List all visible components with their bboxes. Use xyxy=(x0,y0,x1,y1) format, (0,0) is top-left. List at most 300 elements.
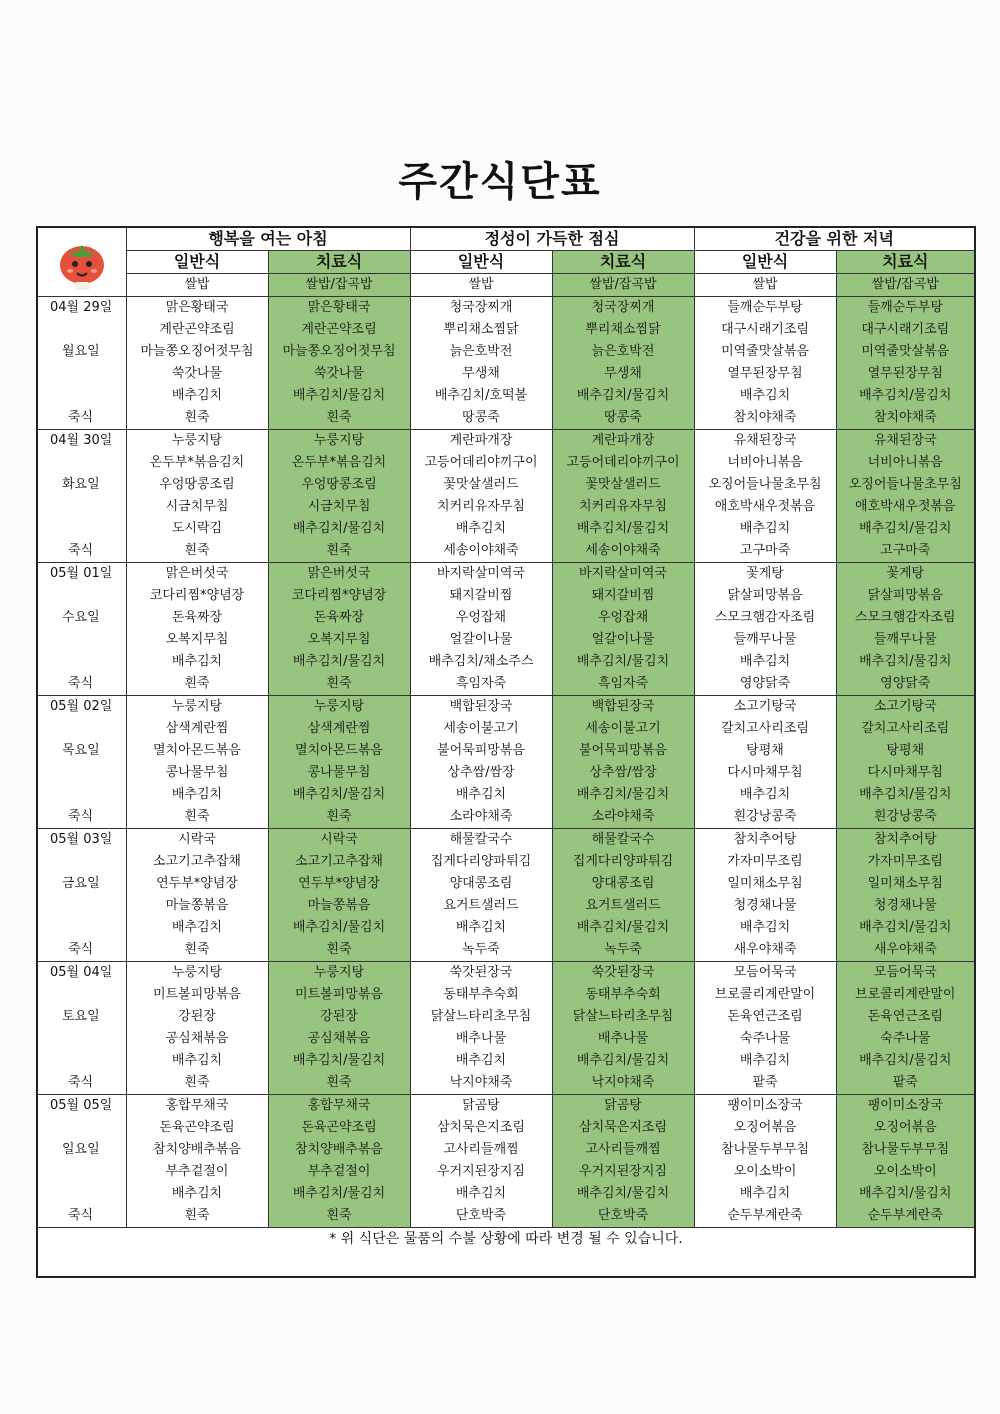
menu-item: 백합된장국 xyxy=(410,696,552,719)
menu-item: 돈육연근조림 xyxy=(836,1006,974,1028)
menu-item: 흰죽 xyxy=(126,673,268,696)
menu-row xyxy=(38,895,974,917)
menu-item: 팽이미소장국 xyxy=(836,1095,974,1118)
menu-item: 배추김치/물김치 xyxy=(268,1183,410,1205)
menu-item: 오이소박이 xyxy=(836,1161,974,1183)
menu-item: 해물칼국수 xyxy=(552,829,694,852)
menu-item: 꽃게탕 xyxy=(694,563,836,586)
dinner-therapy-label: 치료식 xyxy=(836,251,974,274)
breakfast-rice-general: 쌀밥 xyxy=(126,274,268,297)
menu-item: 미역줄맛살볶음 xyxy=(694,341,836,363)
menu-item: 쑥갓나물 xyxy=(126,363,268,385)
day-label-empty xyxy=(38,895,126,917)
menu-item: 흰죽 xyxy=(126,1072,268,1095)
lunch-rice-general: 쌀밥 xyxy=(410,274,552,297)
menu-item: 배추김치/채소주스 xyxy=(410,651,552,673)
menu-item: 배추김치/물김치 xyxy=(268,1050,410,1072)
menu-item: 일미채소무침 xyxy=(694,873,836,895)
menu-row xyxy=(38,829,974,852)
day-label-empty xyxy=(38,718,126,740)
menu-item: 집게다리양파튀김 xyxy=(552,851,694,873)
menu-item: 청경채나물 xyxy=(836,895,974,917)
day-label-empty xyxy=(38,984,126,1006)
menu-row xyxy=(38,673,974,696)
menu-row xyxy=(38,363,974,385)
menu-item: 흰죽 xyxy=(126,407,268,430)
footnote-table xyxy=(38,1228,974,1250)
menu-item: 시락국 xyxy=(268,829,410,852)
menu-item: 꽃게탕 xyxy=(836,563,974,586)
day-date: 04월 30일 xyxy=(50,433,113,448)
menu-item: 우거지된장지짐 xyxy=(410,1161,552,1183)
menu-item: 누룽지탕 xyxy=(126,962,268,985)
menu-item: 배추김치 xyxy=(694,518,836,540)
day-label-empty xyxy=(38,629,126,651)
day-weekday: 일요일 xyxy=(62,1142,100,1157)
menu-item: 미트볼피망볶음 xyxy=(126,984,268,1006)
menu-grid xyxy=(38,228,974,1228)
porridge-label: 죽식 xyxy=(38,939,126,962)
weekly-menu-table xyxy=(36,226,976,1278)
page-title: 주간식단표 xyxy=(398,159,602,205)
menu-item: 참치추어탕 xyxy=(836,829,974,852)
menu-item: 소라야채죽 xyxy=(552,806,694,829)
day-label-empty xyxy=(38,385,126,407)
footnote: * 위 식단은 물품의 수불 상황에 따라 변경 될 수 있습니다. xyxy=(329,1231,683,1247)
menu-item: 소고기고추잡채 xyxy=(268,851,410,873)
menu-item: 유채된장국 xyxy=(836,430,974,453)
menu-row xyxy=(38,1161,974,1183)
menu-item: 소라야채죽 xyxy=(410,806,552,829)
menu-item: 계란곤약조림 xyxy=(126,319,268,341)
menu-item: 고사리들깨찜 xyxy=(552,1139,694,1161)
day-date: 05월 05일 xyxy=(50,1098,113,1113)
menu-item: 오복지무침 xyxy=(268,629,410,651)
menu-item: 대구시래기조림 xyxy=(694,319,836,341)
menu-item: 흰죽 xyxy=(126,806,268,829)
menu-item: 온두부*볶음김치 xyxy=(268,452,410,474)
menu-item: 마늘쫑볶음 xyxy=(126,895,268,917)
menu-item: 배추김치/물김치 xyxy=(268,518,410,540)
menu-row xyxy=(38,540,974,563)
menu-row xyxy=(38,984,974,1006)
menu-item: 들깨무나물 xyxy=(836,629,974,651)
menu-item: 팥죽 xyxy=(694,1072,836,1095)
menu-row xyxy=(38,939,974,962)
menu-item: 가자미무조림 xyxy=(836,851,974,873)
menu-item: 브로콜리계란말이 xyxy=(694,984,836,1006)
porridge-label: 죽식 xyxy=(38,673,126,696)
menu-item: 배추김치 xyxy=(126,651,268,673)
lunch-rice-therapy: 쌀밥/잡곡밥 xyxy=(552,274,694,297)
day-weekday: 목요일 xyxy=(62,743,100,758)
menu-item: 우엉땅콩조림 xyxy=(126,474,268,496)
menu-item: 배추김치 xyxy=(694,1050,836,1072)
menu-row xyxy=(38,1006,974,1028)
menu-item: 참나물두부무침 xyxy=(836,1139,974,1161)
menu-item: 백합된장국 xyxy=(552,696,694,719)
menu-item: 돼지갈비찜 xyxy=(410,585,552,607)
menu-item: 누룽지탕 xyxy=(268,962,410,985)
day-weekday: 수요일 xyxy=(62,610,100,625)
menu-item: 공심채볶음 xyxy=(126,1028,268,1050)
menu-item: 흰죽 xyxy=(268,540,410,563)
menu-item: 뿌리채소찜닭 xyxy=(552,319,694,341)
menu-row xyxy=(38,629,974,651)
menu-row xyxy=(38,784,974,806)
menu-item: 연두부*양념장 xyxy=(268,873,410,895)
day-label-empty xyxy=(38,651,126,673)
menu-item: 바지락살미역국 xyxy=(552,563,694,586)
menu-item: 맑은버섯국 xyxy=(126,563,268,586)
menu-row xyxy=(38,1205,974,1228)
menu-item: 참치야채죽 xyxy=(836,407,974,430)
menu-row xyxy=(38,1183,974,1205)
menu-item: 배추김치/물김치 xyxy=(268,651,410,673)
menu-item: 양대콩조림 xyxy=(410,873,552,895)
menu-item: 요거트샐러드 xyxy=(410,895,552,917)
menu-item: 열무된장무침 xyxy=(836,363,974,385)
menu-item: 유채된장국 xyxy=(694,430,836,453)
menu-item: 누룽지탕 xyxy=(126,430,268,453)
menu-item: 맑은황태국 xyxy=(126,297,268,320)
day-weekday: 화요일 xyxy=(62,477,100,492)
menu-item: 배추김치 xyxy=(410,784,552,806)
menu-item: 흰죽 xyxy=(126,540,268,563)
day-label-empty xyxy=(38,784,126,806)
menu-item: 배추김치 xyxy=(126,917,268,939)
day-label-empty xyxy=(38,363,126,385)
menu-item: 오징어볶음 xyxy=(836,1117,974,1139)
menu-item: 오이소박이 xyxy=(694,1161,836,1183)
menu-item: 브로콜리계란말이 xyxy=(836,984,974,1006)
menu-item: 치커리유자무침 xyxy=(410,496,552,518)
menu-item: 바지락살미역국 xyxy=(410,563,552,586)
menu-item: 모듬어묵국 xyxy=(836,962,974,985)
menu-item: 배추김치/물김치 xyxy=(268,385,410,407)
menu-item: 마늘쫑볶음 xyxy=(268,895,410,917)
menu-item: 배추김치 xyxy=(410,518,552,540)
menu-item: 영양닭죽 xyxy=(836,673,974,696)
menu-item: 참치양배추볶음 xyxy=(126,1139,268,1161)
menu-row xyxy=(38,806,974,829)
menu-row xyxy=(38,385,974,407)
menu-item: 마늘쫑오징어젓무침 xyxy=(126,341,268,363)
menu-item: 마늘쫑오징어젓무침 xyxy=(268,341,410,363)
menu-item: 세송이야채죽 xyxy=(552,540,694,563)
menu-item: 흰죽 xyxy=(126,1205,268,1228)
menu-item: 배추김치/물김치 xyxy=(552,917,694,939)
menu-item: 배추김치 xyxy=(126,1050,268,1072)
menu-item: 흰죽 xyxy=(268,1205,410,1228)
menu-item: 배추김치 xyxy=(410,917,552,939)
lunch-header: 정성이 가득한 점심 xyxy=(410,228,694,251)
menu-item: 강된장 xyxy=(126,1006,268,1028)
menu-item: 집게다리양파튀김 xyxy=(410,851,552,873)
day-weekday: 금요일 xyxy=(62,876,100,891)
day-date: 05월 02일 xyxy=(50,699,113,714)
menu-item: 우엉잡채 xyxy=(552,607,694,629)
menu-item: 배추김치/물김치 xyxy=(552,385,694,407)
menu-item: 세송이야채죽 xyxy=(410,540,552,563)
menu-item: 참치추어탕 xyxy=(694,829,836,852)
menu-item: 시금치무침 xyxy=(126,496,268,518)
menu-item: 배추김치/물김치 xyxy=(836,385,974,407)
menu-item: 배추김치/물김치 xyxy=(836,518,974,540)
day-label-empty xyxy=(38,1050,126,1072)
menu-row xyxy=(38,1050,974,1072)
breakfast-therapy-label: 치료식 xyxy=(268,251,410,274)
menu-item: 소고기탕국 xyxy=(836,696,974,719)
menu-item: 너비아니볶음 xyxy=(694,452,836,474)
menu-item: 다시마채무침 xyxy=(694,762,836,784)
menu-item: 너비아니볶음 xyxy=(836,452,974,474)
menu-item: 배추김치/물김치 xyxy=(552,651,694,673)
porridge-label: 죽식 xyxy=(38,407,126,430)
menu-row xyxy=(38,740,974,762)
menu-item: 돈육곤약조림 xyxy=(126,1117,268,1139)
menu-item: 돈육짜장 xyxy=(268,607,410,629)
menu-item: 삼치묵은지조림 xyxy=(410,1117,552,1139)
menu-item: 계란파개장 xyxy=(410,430,552,453)
menu-item: 늙은호박전 xyxy=(552,341,694,363)
menu-item: 숙주나물 xyxy=(694,1028,836,1050)
menu-item: 해물칼국수 xyxy=(410,829,552,852)
menu-item: 탕평채 xyxy=(836,740,974,762)
menu-item: 들깨순두부탕 xyxy=(694,297,836,320)
menu-item: 배추김치/물김치 xyxy=(836,1183,974,1205)
menu-item: 스모크햄감자조림 xyxy=(836,607,974,629)
menu-item: 공심채볶음 xyxy=(268,1028,410,1050)
menu-item: 배추김치 xyxy=(410,1183,552,1205)
menu-item: 애호박새우젓볶음 xyxy=(694,496,836,518)
menu-item: 상추쌈/쌈장 xyxy=(552,762,694,784)
tomato-mascot-icon xyxy=(52,233,112,291)
menu-item: 배추김치/호떡볼 xyxy=(410,385,552,407)
menu-item: 흰죽 xyxy=(126,939,268,962)
menu-row xyxy=(38,563,974,586)
menu-item: 얼갈이나물 xyxy=(552,629,694,651)
menu-item: 코다리찜*양념장 xyxy=(268,585,410,607)
menu-item: 우엉땅콩조림 xyxy=(268,474,410,496)
menu-item: 배추김치/물김치 xyxy=(836,917,974,939)
menu-item: 배추나물 xyxy=(410,1028,552,1050)
menu-item: 닭살피망볶음 xyxy=(694,585,836,607)
menu-item: 배추김치/물김치 xyxy=(836,784,974,806)
menu-item: 우엉잡채 xyxy=(410,607,552,629)
day-label-empty xyxy=(38,1161,126,1183)
menu-item: 배추김치 xyxy=(694,385,836,407)
menu-item: 강된장 xyxy=(268,1006,410,1028)
menu-item: 순두부계란죽 xyxy=(836,1205,974,1228)
menu-item: 홍합무채국 xyxy=(268,1095,410,1118)
menu-item: 얼갈이나물 xyxy=(410,629,552,651)
menu-item: 닭곰탕 xyxy=(552,1095,694,1118)
menu-item: 탕평채 xyxy=(694,740,836,762)
menu-item: 들깨무나물 xyxy=(694,629,836,651)
logo-cell xyxy=(38,228,126,297)
menu-item: 오징어들나물초무침 xyxy=(694,474,836,496)
menu-item: 배추김치/물김치 xyxy=(552,1183,694,1205)
menu-item: 배추김치 xyxy=(694,917,836,939)
menu-row xyxy=(38,319,974,341)
menu-row xyxy=(38,873,974,895)
menu-item: 오징어볶음 xyxy=(694,1117,836,1139)
menu-row xyxy=(38,1117,974,1139)
menu-item: 배추김치/물김치 xyxy=(552,518,694,540)
menu-item: 맑은버섯국 xyxy=(268,563,410,586)
menu-item: 누룽지탕 xyxy=(268,696,410,719)
menu-item: 미역줄맛살볶음 xyxy=(836,341,974,363)
breakfast-general-label: 일반식 xyxy=(126,251,268,274)
menu-item: 부추겉절이 xyxy=(126,1161,268,1183)
menu-row xyxy=(38,718,974,740)
menu-item: 계란파개장 xyxy=(552,430,694,453)
menu-item: 일미채소무침 xyxy=(836,873,974,895)
dinner-rice-general: 쌀밥 xyxy=(694,274,836,297)
menu-item: 배추김치 xyxy=(126,1183,268,1205)
menu-item: 돼지갈비찜 xyxy=(552,585,694,607)
menu-item: 참나물두부무침 xyxy=(694,1139,836,1161)
menu-item: 흰죽 xyxy=(268,673,410,696)
menu-row xyxy=(38,917,974,939)
menu-item: 대구시래기조림 xyxy=(836,319,974,341)
menu-item: 닭살느타리초무침 xyxy=(552,1006,694,1028)
menu-item: 청국장찌개 xyxy=(410,297,552,320)
menu-item: 새우야채죽 xyxy=(694,939,836,962)
day-weekday: 토요일 xyxy=(62,1009,100,1024)
menu-item: 흑임자죽 xyxy=(410,673,552,696)
menu-item: 흰죽 xyxy=(268,806,410,829)
menu-item: 꽃맛살샐러드 xyxy=(552,474,694,496)
menu-item: 우거지된장지짐 xyxy=(552,1161,694,1183)
menu-item: 누룽지탕 xyxy=(268,430,410,453)
menu-row xyxy=(38,1139,974,1161)
menu-item: 배추김치/물김치 xyxy=(552,1050,694,1072)
day-label-empty xyxy=(38,496,126,518)
menu-item: 흰죽 xyxy=(268,407,410,430)
menu-item: 쑥갓된장국 xyxy=(410,962,552,985)
day-label-empty xyxy=(38,518,126,540)
porridge-label: 죽식 xyxy=(38,806,126,829)
menu-item: 온두부*볶음김치 xyxy=(126,452,268,474)
menu-item: 돈육짜장 xyxy=(126,607,268,629)
menu-item: 들깨순두부탕 xyxy=(836,297,974,320)
menu-item: 소고기고추잡채 xyxy=(126,851,268,873)
day-label-empty xyxy=(38,762,126,784)
menu-item: 낙지야채죽 xyxy=(410,1072,552,1095)
menu-item: 고사리들깨찜 xyxy=(410,1139,552,1161)
menu-item: 콩나물무침 xyxy=(268,762,410,784)
menu-item: 고등어데리야끼구이 xyxy=(552,452,694,474)
menu-item: 닭살느타리초무침 xyxy=(410,1006,552,1028)
menu-item: 오복지무침 xyxy=(126,629,268,651)
menu-item: 가자미무조림 xyxy=(694,851,836,873)
porridge-label: 죽식 xyxy=(38,1205,126,1228)
menu-item: 흰죽 xyxy=(268,1072,410,1095)
menu-item: 배추김치 xyxy=(694,651,836,673)
menu-item: 배추김치/물김치 xyxy=(268,917,410,939)
menu-item: 계란곤약조림 xyxy=(268,319,410,341)
day-date: 04월 29일 xyxy=(50,300,113,315)
day-date: 05월 01일 xyxy=(50,566,113,581)
menu-item: 흰강낭콩죽 xyxy=(836,806,974,829)
menu-item: 스모크햄감자조림 xyxy=(694,607,836,629)
menu-item: 삼치묵은지조림 xyxy=(552,1117,694,1139)
menu-item: 배추김치 xyxy=(126,385,268,407)
menu-item: 새우야채죽 xyxy=(836,939,974,962)
menu-item: 삼색계란찜 xyxy=(268,718,410,740)
menu-item: 숙주나물 xyxy=(836,1028,974,1050)
menu-item: 상추쌈/쌈장 xyxy=(410,762,552,784)
menu-row xyxy=(38,452,974,474)
menu-item: 배추김치/물김치 xyxy=(552,784,694,806)
menu-item: 고구마죽 xyxy=(694,540,836,563)
menu-item: 단호박죽 xyxy=(410,1205,552,1228)
menu-row xyxy=(38,1072,974,1095)
menu-item: 배추김치 xyxy=(694,784,836,806)
menu-item: 멸치아몬드볶음 xyxy=(126,740,268,762)
menu-item: 닭곰탕 xyxy=(410,1095,552,1118)
menu-item: 오징어들나물초무침 xyxy=(836,474,974,496)
menu-row xyxy=(38,607,974,629)
menu-item: 시금치무침 xyxy=(268,496,410,518)
menu-item: 다시마채무침 xyxy=(836,762,974,784)
day-label-empty xyxy=(38,585,126,607)
menu-item: 맑은황태국 xyxy=(268,297,410,320)
menu-item: 세송이불고기 xyxy=(410,718,552,740)
menu-item: 동태부추숙회 xyxy=(552,984,694,1006)
menu-item: 팽이미소장국 xyxy=(694,1095,836,1118)
menu-item: 배추김치 xyxy=(126,784,268,806)
menu-item: 배추김치/물김치 xyxy=(268,784,410,806)
menu-item: 도시락김 xyxy=(126,518,268,540)
day-label-empty xyxy=(38,1028,126,1050)
day-label-empty xyxy=(38,1183,126,1205)
menu-item: 모듬어묵국 xyxy=(694,962,836,985)
menu-item: 돈육연근조림 xyxy=(694,1006,836,1028)
day-label-empty xyxy=(38,1117,126,1139)
menu-item: 멸치아몬드볶음 xyxy=(268,740,410,762)
menu-item: 배추김치 xyxy=(410,1050,552,1072)
menu-row xyxy=(38,474,974,496)
menu-row xyxy=(38,1028,974,1050)
menu-item: 배추나물 xyxy=(552,1028,694,1050)
menu-row xyxy=(38,585,974,607)
menu-item: 닭살피망볶음 xyxy=(836,585,974,607)
menu-row xyxy=(38,1095,974,1118)
menu-item: 돈육곤약조림 xyxy=(268,1117,410,1139)
menu-item: 무생채 xyxy=(410,363,552,385)
menu-row xyxy=(38,851,974,873)
menu-item: 배추김치/물김치 xyxy=(836,1050,974,1072)
menu-item: 동태부추숙회 xyxy=(410,984,552,1006)
menu-row xyxy=(38,962,974,985)
menu-item: 낙지야채죽 xyxy=(552,1072,694,1095)
menu-item: 순두부계란죽 xyxy=(694,1205,836,1228)
day-date: 05월 04일 xyxy=(50,965,113,980)
menu-row xyxy=(38,297,974,320)
menu-item: 양대콩조림 xyxy=(552,873,694,895)
menu-item: 연두부*양념장 xyxy=(126,873,268,895)
breakfast-header: 행복을 여는 아침 xyxy=(126,228,410,251)
menu-item: 땅콩죽 xyxy=(410,407,552,430)
menu-item: 무생채 xyxy=(552,363,694,385)
menu-row xyxy=(38,518,974,540)
menu-item: 꽃맛살샐러드 xyxy=(410,474,552,496)
menu-item: 뿌리채소찜닭 xyxy=(410,319,552,341)
menu-item: 소고기탕국 xyxy=(694,696,836,719)
